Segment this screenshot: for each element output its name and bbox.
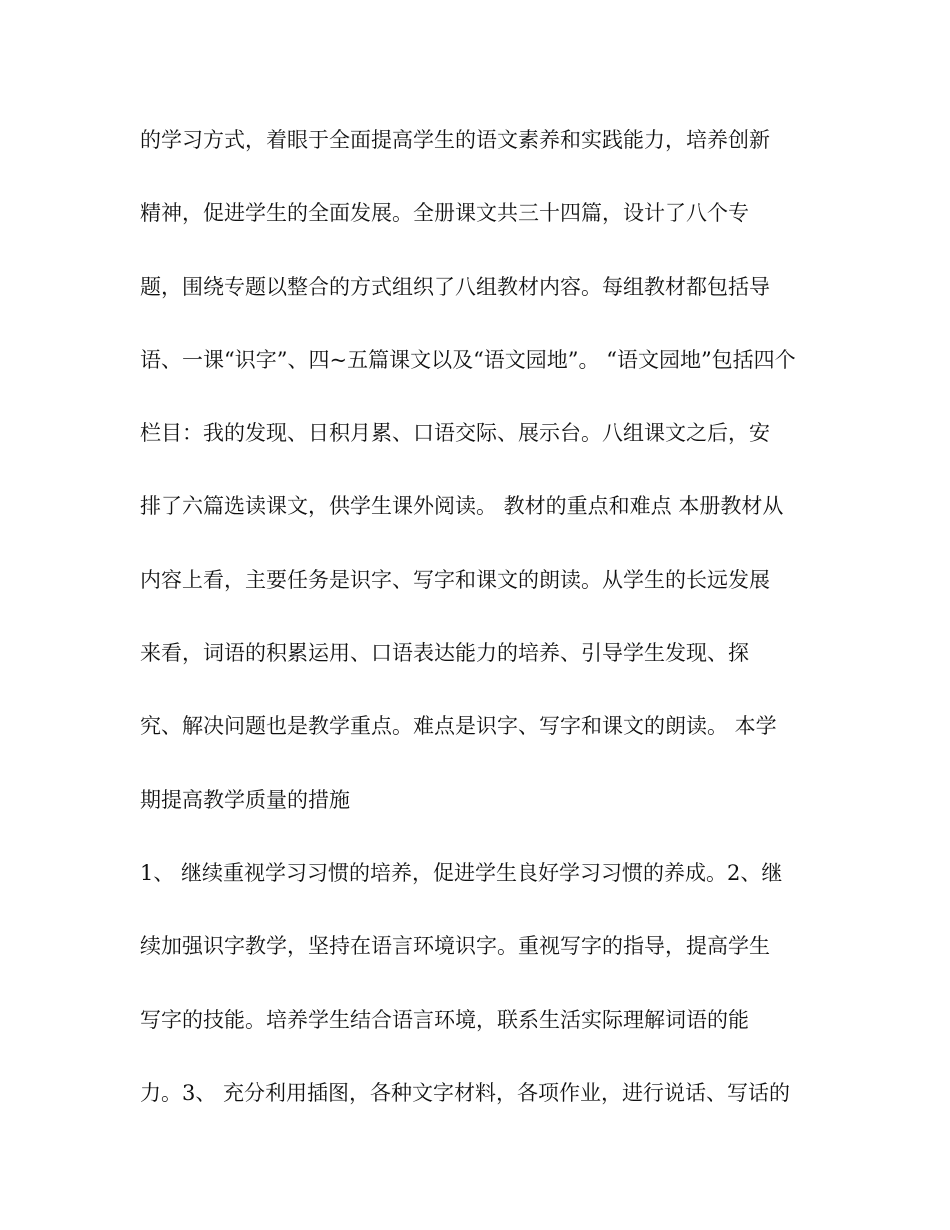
text-line-7: 内容上看，主要任务是识字、写字和课文的朗读。从学生的长远发展 — [140, 567, 770, 592]
text-line-11: 1、 继续重视学习习惯的培养，促进学生良好学习习惯的养成。2、继 — [140, 860, 783, 885]
text-line-2: 精神，促进学生的全面发展。全册课文共三十四篇，设计了八个专 — [140, 201, 749, 226]
text-line-13: 写字的技能。培养学生结合语言环境，联系生活实际理解词语的能 — [140, 1007, 749, 1032]
text-line-8: 来看，词语的积累运用、口语表达能力的培养、引导学生发现、探 — [140, 641, 749, 666]
text-line-3: 题，围绕专题以整合的方式组织了八组教材内容。每组教材都包括导 — [140, 274, 770, 299]
text-line-6: 排了六篇选读课文，供学生课外阅读。 教材的重点和难点 本册教材从 — [140, 494, 784, 519]
document-body — [140, 118, 820, 1144]
text-line-4: 语、一课“识字”、四~五篇课文以及“语文园地”。 “语文园地”包括四个 — [140, 347, 796, 372]
text-line-5: 栏目：我的发现、日积月累、口语交际、展示台。八组课文之后，安 — [140, 421, 770, 446]
text-line-12: 续加强识字教学，坚持在语言环境识字。重视写字的指导，提高学生 — [140, 934, 770, 959]
section-heading: 期提高教学质量的措施 — [140, 787, 350, 812]
text-line-14: 力。3、 充分利用插图，各种文字材料，各项作业，进行说话、写话的 — [140, 1080, 791, 1105]
text-line-1: 的学习方式，着眼于全面提高学生的语文素养和实践能力，培养创新 — [140, 128, 770, 152]
text-line-9: 究、解决问题也是教学重点。难点是识字、写字和课文的朗读。 本学 — [140, 714, 777, 739]
